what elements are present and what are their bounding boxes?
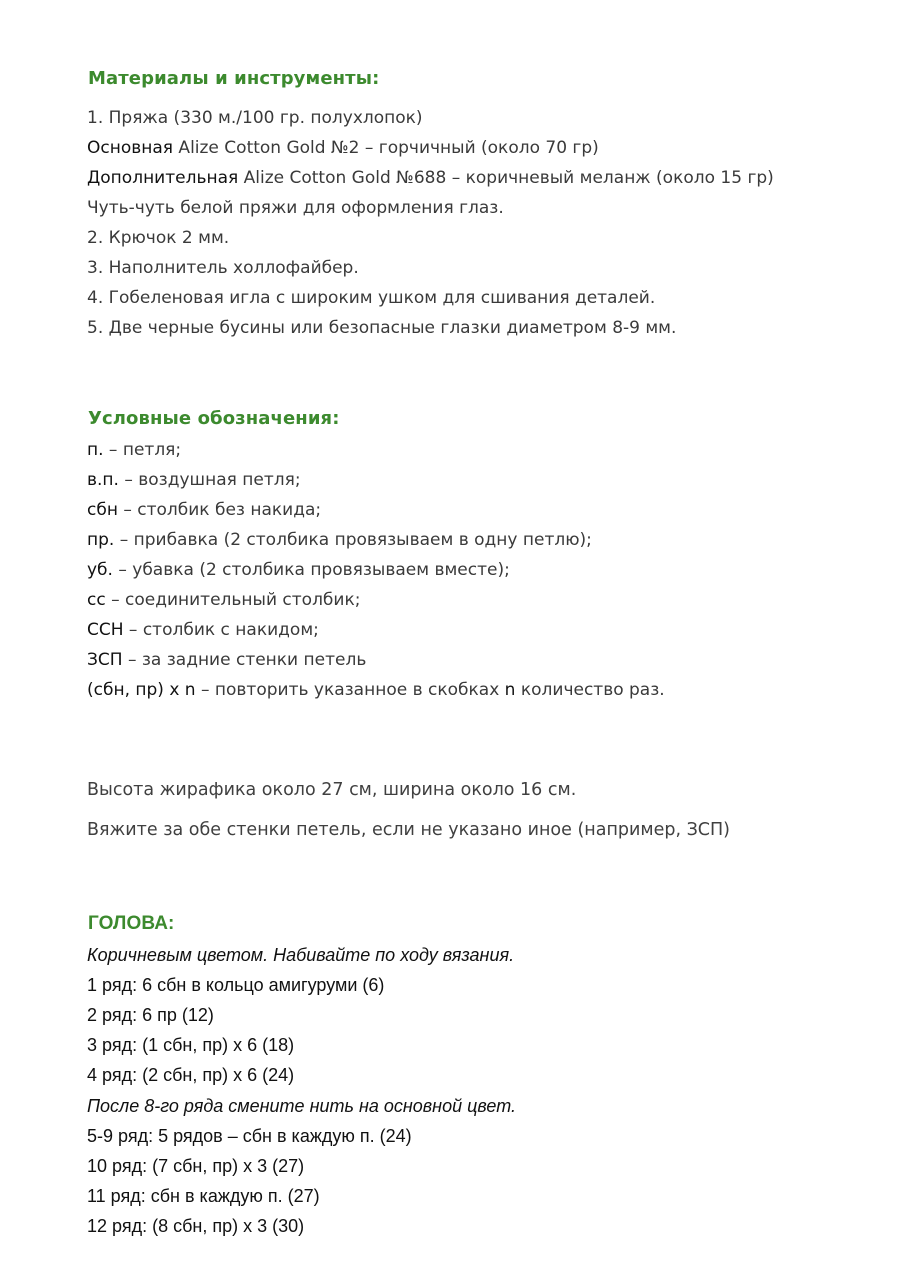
note-stitch-walls: Вяжите за обе стенки петель, если не указано иное (например, ЗСП) [87, 820, 731, 840]
materials-item-extra-yarn [87, 168, 774, 188]
legend-item [87, 470, 301, 490]
head-row: 11 ряд: сбн в каждую п. (27) [87, 1186, 320, 1206]
materials-item-hook [87, 228, 229, 248]
head-row: 10 ряд: (7 сбн, пр) х 3 (27) [87, 1156, 305, 1176]
head-row: 12 ряд: (8 сбн, пр) х 3 (30) [87, 1216, 305, 1236]
materials-item-text: 5. Две черные бусины или безопасные глазки диаметром 8-9 мм. [87, 318, 677, 338]
legend-text: – убавка (2 столбика провязываем вместе); [112, 560, 510, 580]
legend-item [87, 440, 181, 460]
legend-heading: Условные обозначения: [88, 408, 340, 429]
head-row: 2 ряд: 6 пр (12) [87, 1005, 214, 1025]
legend-text: – столбик с накидом; [123, 620, 319, 640]
legend-item [87, 590, 360, 610]
legend-item [87, 500, 321, 520]
legend-item [87, 620, 319, 640]
materials-item-filler [87, 258, 359, 278]
materials-item-text: Чуть-чуть белой пряжи для оформления глаз. [87, 198, 504, 218]
head-row: 3 ряд: (1 сбн, пр) х 6 (18) [87, 1035, 295, 1055]
materials-item-main-yarn [87, 138, 599, 158]
legend-abbr: уб. [87, 560, 113, 580]
note-size: Высота жирафика около 27 см, ширина около 16 см. [87, 780, 577, 800]
materials-heading: Материалы и инструменты: [88, 68, 380, 89]
head-row: 1 ряд: 6 сбн в кольцо амигуруми (6) [87, 975, 385, 995]
legend-text: – петля; [103, 440, 182, 460]
legend-abbr: сбн [87, 500, 118, 520]
legend-abbr: ССН [87, 620, 124, 640]
legend-abbr: сс [87, 590, 106, 610]
materials-item-text: 1. Пряжа (330 м./100 гр. полухлопок) [87, 108, 423, 128]
head-row: 5-9 ряд: 5 рядов – сбн в каждую п. (24) [87, 1126, 412, 1146]
materials-item-white-yarn [87, 198, 504, 218]
materials-item-text: 4. Гобеленовая игла с широким ушком для сшивания деталей. [87, 288, 656, 308]
materials-item-text: 2. Крючок 2 мм. [87, 228, 230, 248]
head-row: 4 ряд: (2 сбн, пр) х 6 (24) [87, 1065, 295, 1085]
materials-item-text: Alize Cotton Gold №688 – коричневый меланж (около 15 гр) [238, 168, 774, 188]
legend-text: – прибавка (2 столбика провязываем в одну петлю); [114, 530, 592, 550]
legend-abbr: п. [87, 440, 104, 460]
legend-text: – соединительный столбик; [105, 590, 361, 610]
head-heading: ГОЛОВА: [88, 913, 175, 934]
head-note: После 8-го ряда смените нить на основной цвет. [87, 1096, 517, 1116]
materials-item-needle [87, 288, 655, 308]
legend-abbr: ЗСП [87, 650, 123, 670]
materials-item-text: Alize Cotton Gold №2 – горчичный (около 70 гр) [173, 138, 599, 158]
legend-abbr: (сбн, пр) х n [87, 680, 196, 700]
legend-abbr: n [504, 680, 516, 700]
materials-item-label: Основная [87, 138, 174, 158]
materials-item-1 [87, 108, 423, 128]
legend-text: количество раз. [515, 680, 665, 700]
legend-item [87, 680, 665, 700]
legend-text: – воздушная петля; [118, 470, 301, 490]
legend-abbr: пр. [87, 530, 115, 550]
legend-abbr: в.п. [87, 470, 119, 490]
legend-text: – столбик без накида; [117, 500, 322, 520]
head-note: Коричневым цветом. Набивайте по ходу вязания. [87, 945, 515, 965]
materials-item-eyes [87, 318, 676, 338]
materials-item-label: Дополнительная [87, 168, 239, 188]
legend-text: – повторить указанное в скобках [195, 680, 505, 700]
legend-item [87, 560, 510, 580]
legend-item [87, 530, 592, 550]
materials-item-text: 3. Наполнитель холлофайбер. [87, 258, 359, 278]
legend-text: – за задние стенки петель [122, 650, 367, 670]
legend-item [87, 650, 366, 670]
